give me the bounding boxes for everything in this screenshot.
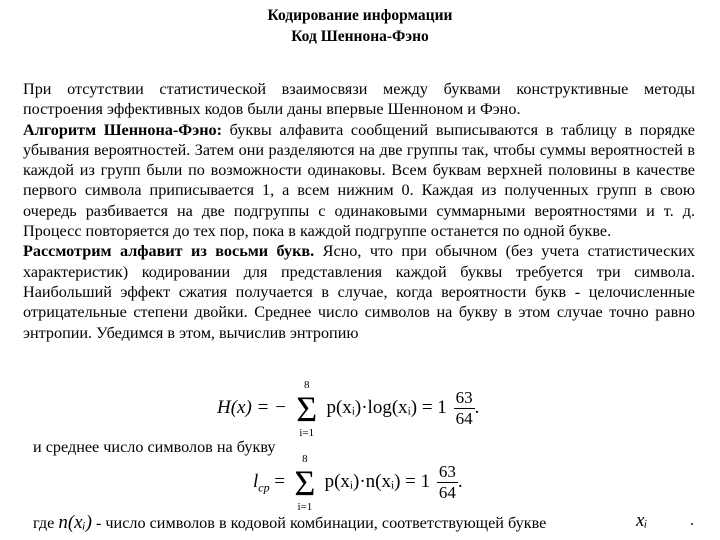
formula2-eq: =: [269, 470, 290, 492]
sigma-symbol: Σ: [294, 462, 316, 503]
footer-end: .: [690, 512, 694, 529]
formula2-lhs-sub: ср: [258, 480, 270, 495]
between-text: и среднее число символов на букву: [33, 438, 276, 456]
document-title: Кодирование информации: [267, 7, 453, 24]
formula2-frac-num: 63: [438, 462, 456, 481]
formula1-tail: .: [474, 396, 480, 418]
document-body: [23, 79, 695, 343]
footer-line: [33, 512, 546, 534]
algorithm-text: буквы алфавита сообщений выписываются в таблицу в порядке убывания вероятностей. Затем они разделяются на две группы так, чтобы суммы вероятностей в каждой из групп были по возможности одинаковы. Всем буквам верхней половины в качестве первого символа приписывается 1, а всем нижним 0. Каждая из полученных групп в свою очередь разбивается на две подгруппы с одинаковыми суммарными вероятностями и т. д. Процесс повторяется до тех пор, пока в каждой подгруппе останется по одной букве.: [23, 120, 695, 241]
formula2-lhs: l: [253, 470, 259, 492]
footer-xi: xᵢ: [636, 510, 648, 531]
algorithm-heading: Алгоритм Шеннона-Фэно:: [23, 120, 223, 139]
paragraph-algorithm: [23, 120, 695, 242]
footer-nx: n(xᵢ): [58, 512, 92, 533]
formula1-lhs: H(x) = −: [217, 396, 287, 418]
document-subtitle: Код Шеннона-Фэно: [291, 28, 429, 45]
formula2-sum-lower: i=1: [297, 500, 313, 513]
formula2-term: p(xᵢ)·n(xᵢ) = 1: [324, 470, 431, 492]
entropy-formula: [217, 378, 480, 439]
paragraph-example: [23, 241, 695, 342]
paragraph-intro: При отсутствии статистической взаимосвязи между буквами конструктивные методы построения эффективных кодов были даны впервые Шенноном и Фэно.: [23, 80, 695, 119]
formula2-sum: [290, 452, 320, 513]
formula2-fraction: [437, 462, 458, 503]
footer-rest: - число символов в кодовой комбинации, соответствующей букве: [95, 514, 547, 532]
sigma-symbol: Σ: [296, 388, 318, 429]
formula1-term: p(xᵢ)·log(xᵢ) = 1: [326, 396, 447, 418]
formula2-sum-upper: 8: [302, 452, 308, 465]
formula1-frac-den: 64: [455, 409, 473, 428]
formula1-sum-upper: 8: [303, 378, 310, 391]
formula1-sum: [292, 378, 322, 439]
formula1-frac-num: 63: [455, 388, 473, 407]
example-heading: Рассмотрим алфавит из восьми букв.: [23, 242, 315, 261]
formula1-sum-lower: i=1: [299, 426, 315, 439]
formula2-frac-den: 64: [438, 483, 456, 502]
formula1-fraction: [454, 388, 475, 429]
formula2-tail: .: [457, 470, 463, 492]
footer-where: где: [33, 514, 55, 532]
example-text: Ясно, что при обычном (без учета статистических характеристик) кодировании для представления каждой буквы требуется три символа. Наибольший эффект сжатия получается в случае, когда вероятности букв - целочисленные отрицательные степени двойки. Среднее число символов на букву в этом случае точно равно энтропии. Убедимся в этом, вычислив энтропию: [23, 242, 695, 342]
average-length-formula: [253, 452, 463, 513]
